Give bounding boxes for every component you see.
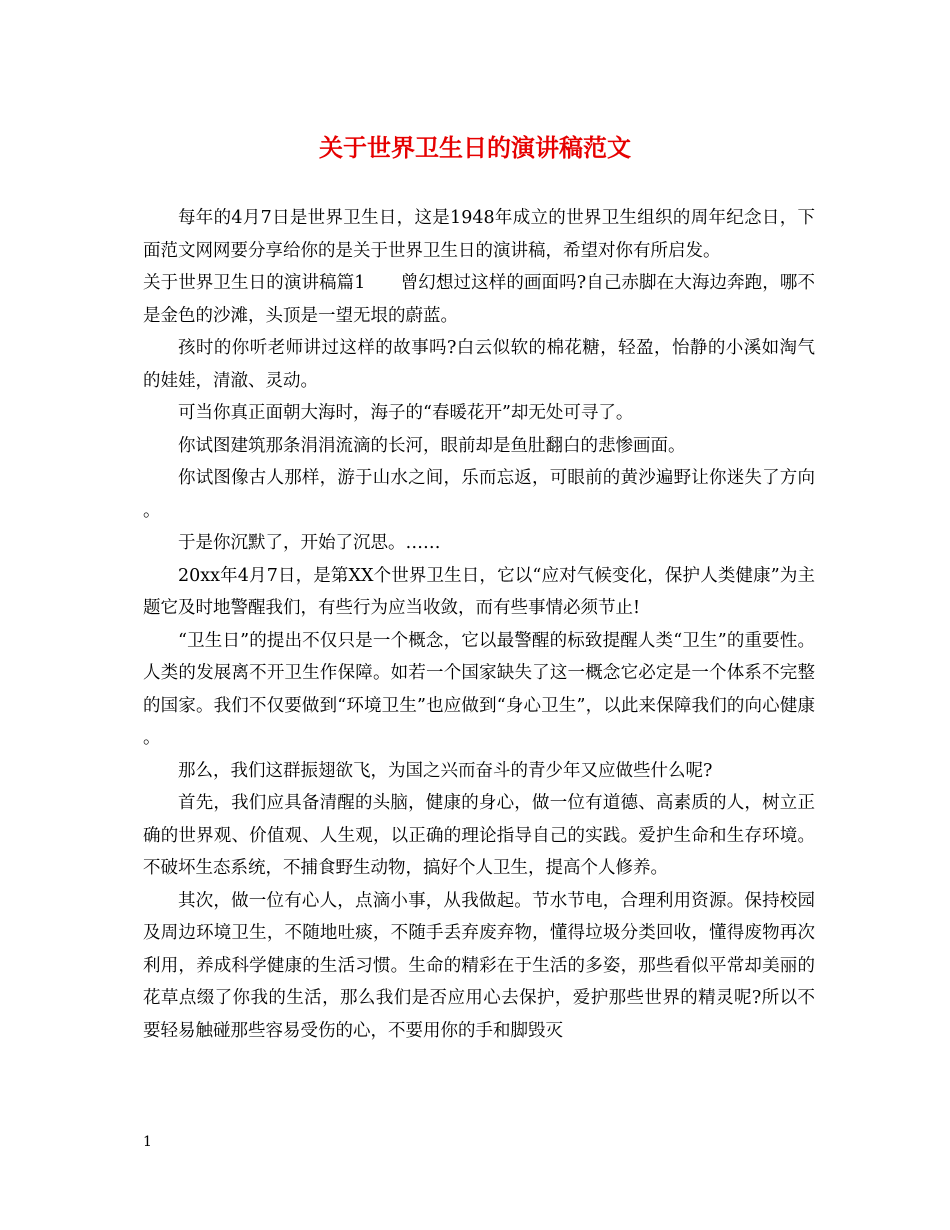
paragraph: 你试图建筑那条涓涓流滴的长河，眼前却是鱼肚翻白的悲惨画面。 (178, 435, 686, 456)
paragraph: 关于世界卫生日的演讲稿篇1 曾幻想过这样的画面吗?自己赤脚在大海边奔跑，哪不是金色的沙滩，头顶是一望无垠的蔚蓝。 (143, 273, 815, 326)
page-number: 1 (143, 1134, 152, 1150)
paragraph: 每年的4月7日是世界卫生日，这是1948年成立的世界卫生组织的周年纪念日，下面范文网网要分享给你的是关于世界卫生日的演讲稿，希望对你有所启发。 (143, 208, 815, 261)
paragraph: 你试图像古人那样，游于山水之间，乐而忘返，可眼前的黄沙遍野让你迷失了方向。 (143, 468, 815, 521)
paragraph: “卫生日”的提出不仅只是一个概念，它以最警醒的标致提醒人类“卫生”的重要性。人类的发展离不开卫生作保障。如若一个国家缺失了这一概念它必定是一个体系不完整的国家。我们不仅要做到“环境卫生”也应做到“身心卫生”，以此来保障我们的向心健康。 (143, 630, 815, 748)
paragraph: 于是你沉默了，开始了沉思。…… (178, 533, 441, 553)
paragraph: 20xx年4月7日，是第XX个世界卫生日，它以“应对气候变化，保护人类健康”为主题它及时地警醒我们，有些行为应当收敛，而有些事情必须节止! (143, 565, 815, 618)
paragraph: 孩时的你听老师讲过这样的故事吗?白云似软的棉花糖，轻盈，怡静的小溪如淘气的娃娃，清澈、灵动。 (143, 338, 815, 391)
paragraph: 其次，做一位有心人，点滴小事，从我做起。节水节电，合理利用资源。保持校园及周边环境卫生，不随地吐痰，不随手丢弃废弃物，懂得垃圾分类回收，懂得废物再次利用，养成科学健康的生活习惯。生命的精彩在于生活的多姿，那些看似平常却美丽的花草点缀了你我的生活，那么我们是否应用心去保护，爱护那些世界的精灵呢?所以不要轻易触碰那些容易受伤的心，不要用你的手和脚毁灭 (143, 890, 815, 1041)
paragraph: 首先，我们应具备清醒的头脑，健康的身心，做一位有道德、高素质的人，树立正确的世界观、价值观、人生观，以正确的理论指导自己的实践。爱护生命和生存环境。不破坏生态系统，不捕食野生动物，搞好个人卫生，提高个人修养。 (143, 793, 815, 878)
document-body (143, 202, 815, 1047)
paragraph: 可当你真正面朝大海时，海子的“春暖花开”却无处可寻了。 (178, 403, 634, 423)
paragraph: 那么，我们这群振翅欲飞，为国之兴而奋斗的青少年又应做些什么呢? (178, 760, 713, 781)
document-title: 关于世界卫生日的演讲稿范文 (319, 133, 631, 162)
